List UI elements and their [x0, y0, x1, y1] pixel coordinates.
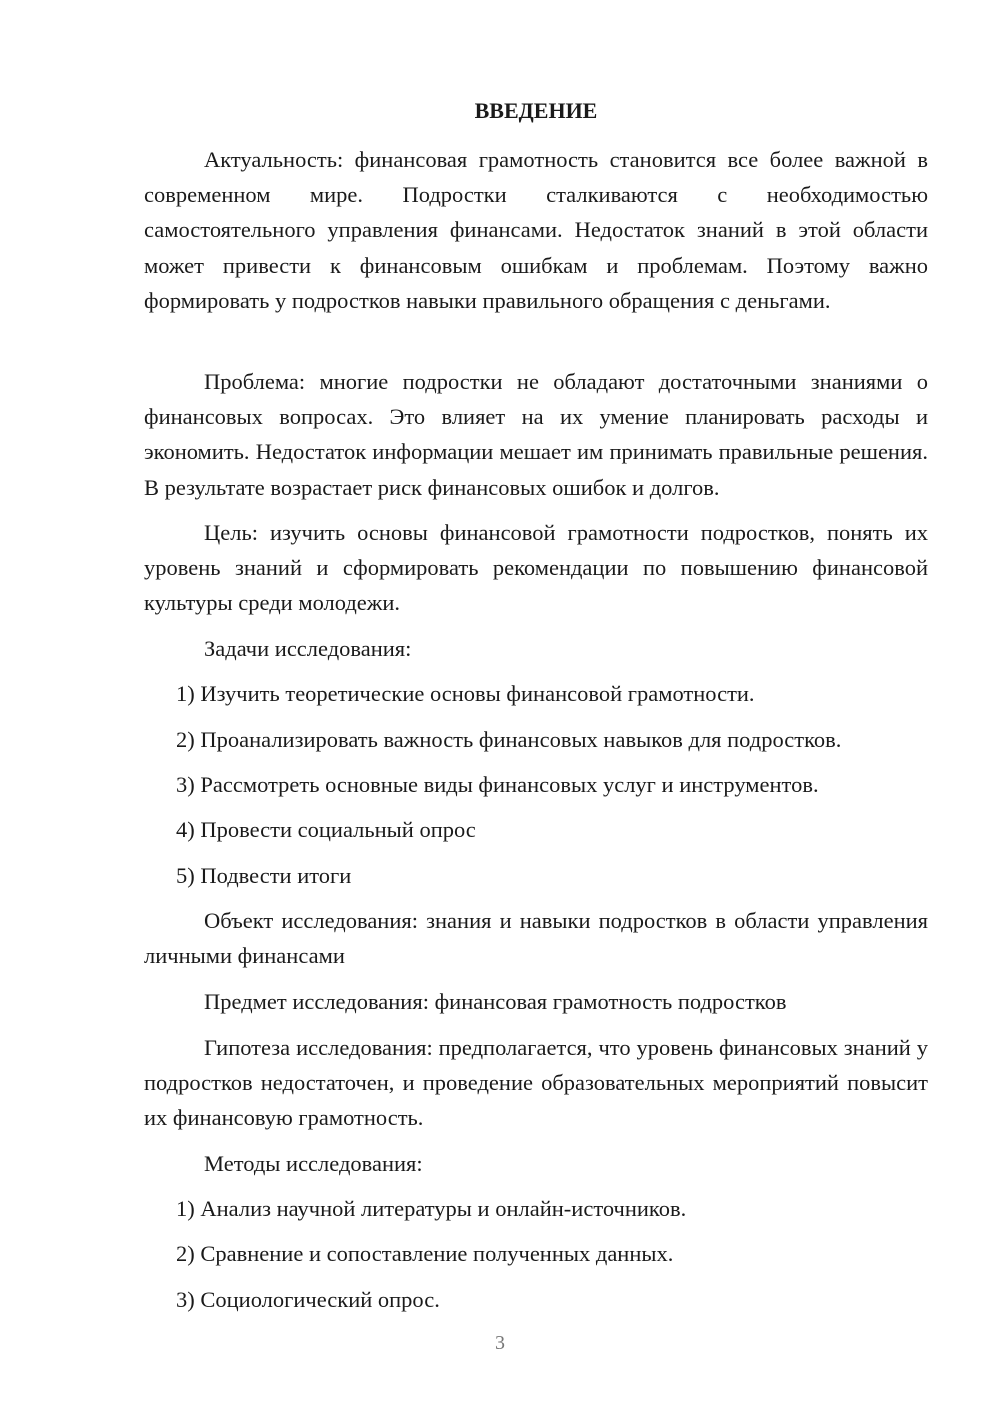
task-item: 2) Проанализировать важность финансовых навыков для подростков.: [176, 727, 842, 752]
page-title: ВВЕДЕНИЕ: [474, 98, 598, 123]
method-item: 1) Анализ научной литературы и онлайн-источников.: [176, 1196, 687, 1221]
task-item: 4) Провести социальный опрос: [176, 817, 476, 842]
methods-heading: Методы исследования:: [204, 1151, 423, 1176]
task-item: 5) Подвести итоги: [176, 863, 352, 888]
task-item: 3) Рассмотреть основные виды финансовых услуг и инструментов.: [176, 772, 819, 797]
subject-paragraph: Предмет исследования: финансовая грамотность подростков: [204, 989, 787, 1014]
tasks-heading: Задачи исследования:: [204, 636, 412, 661]
problem-paragraph: Проблема: многие подростки не обладают достаточными знаниями о финансовых вопросах. Это влияет на их умение планировать расходы и экономить. Недостаток информации мешает им принимать правильные решения. В результате возрастает риск финансовых ошибок и долгов.: [144, 369, 928, 500]
object-paragraph: Объект исследования: знания и навыки подростков в области управления личными финансами: [144, 908, 928, 969]
method-item: 2) Сравнение и сопоставление полученных данных.: [176, 1241, 674, 1266]
task-item: 1) Изучить теоретические основы финансовой грамотности.: [176, 681, 755, 706]
relevance-paragraph: Актуальность: финансовая грамотность становится все более важной в современном мире. Подростки сталкиваются с необходимостью самостоятельного управления финансами. Недостаток знаний в этой области может привести к финансовым ошибкам и проблемам. Поэтому важно формировать у подростков навыки правильного обращения с деньгами.: [144, 147, 928, 313]
goal-paragraph: Цель: изучить основы финансовой грамотности подростков, понять их уровень знаний и сформировать рекомендации по повышению финансовой культуры среди молодежи.: [144, 520, 928, 616]
hypothesis-paragraph: Гипотеза исследования: предполагается, что уровень финансовых знаний у подростков недостаточен, и проведение образовательных мероприятий повысит их финансовую грамотность.: [144, 1035, 928, 1131]
page-number: 3: [495, 1332, 505, 1354]
method-item: 3) Социологический опрос.: [176, 1287, 440, 1312]
